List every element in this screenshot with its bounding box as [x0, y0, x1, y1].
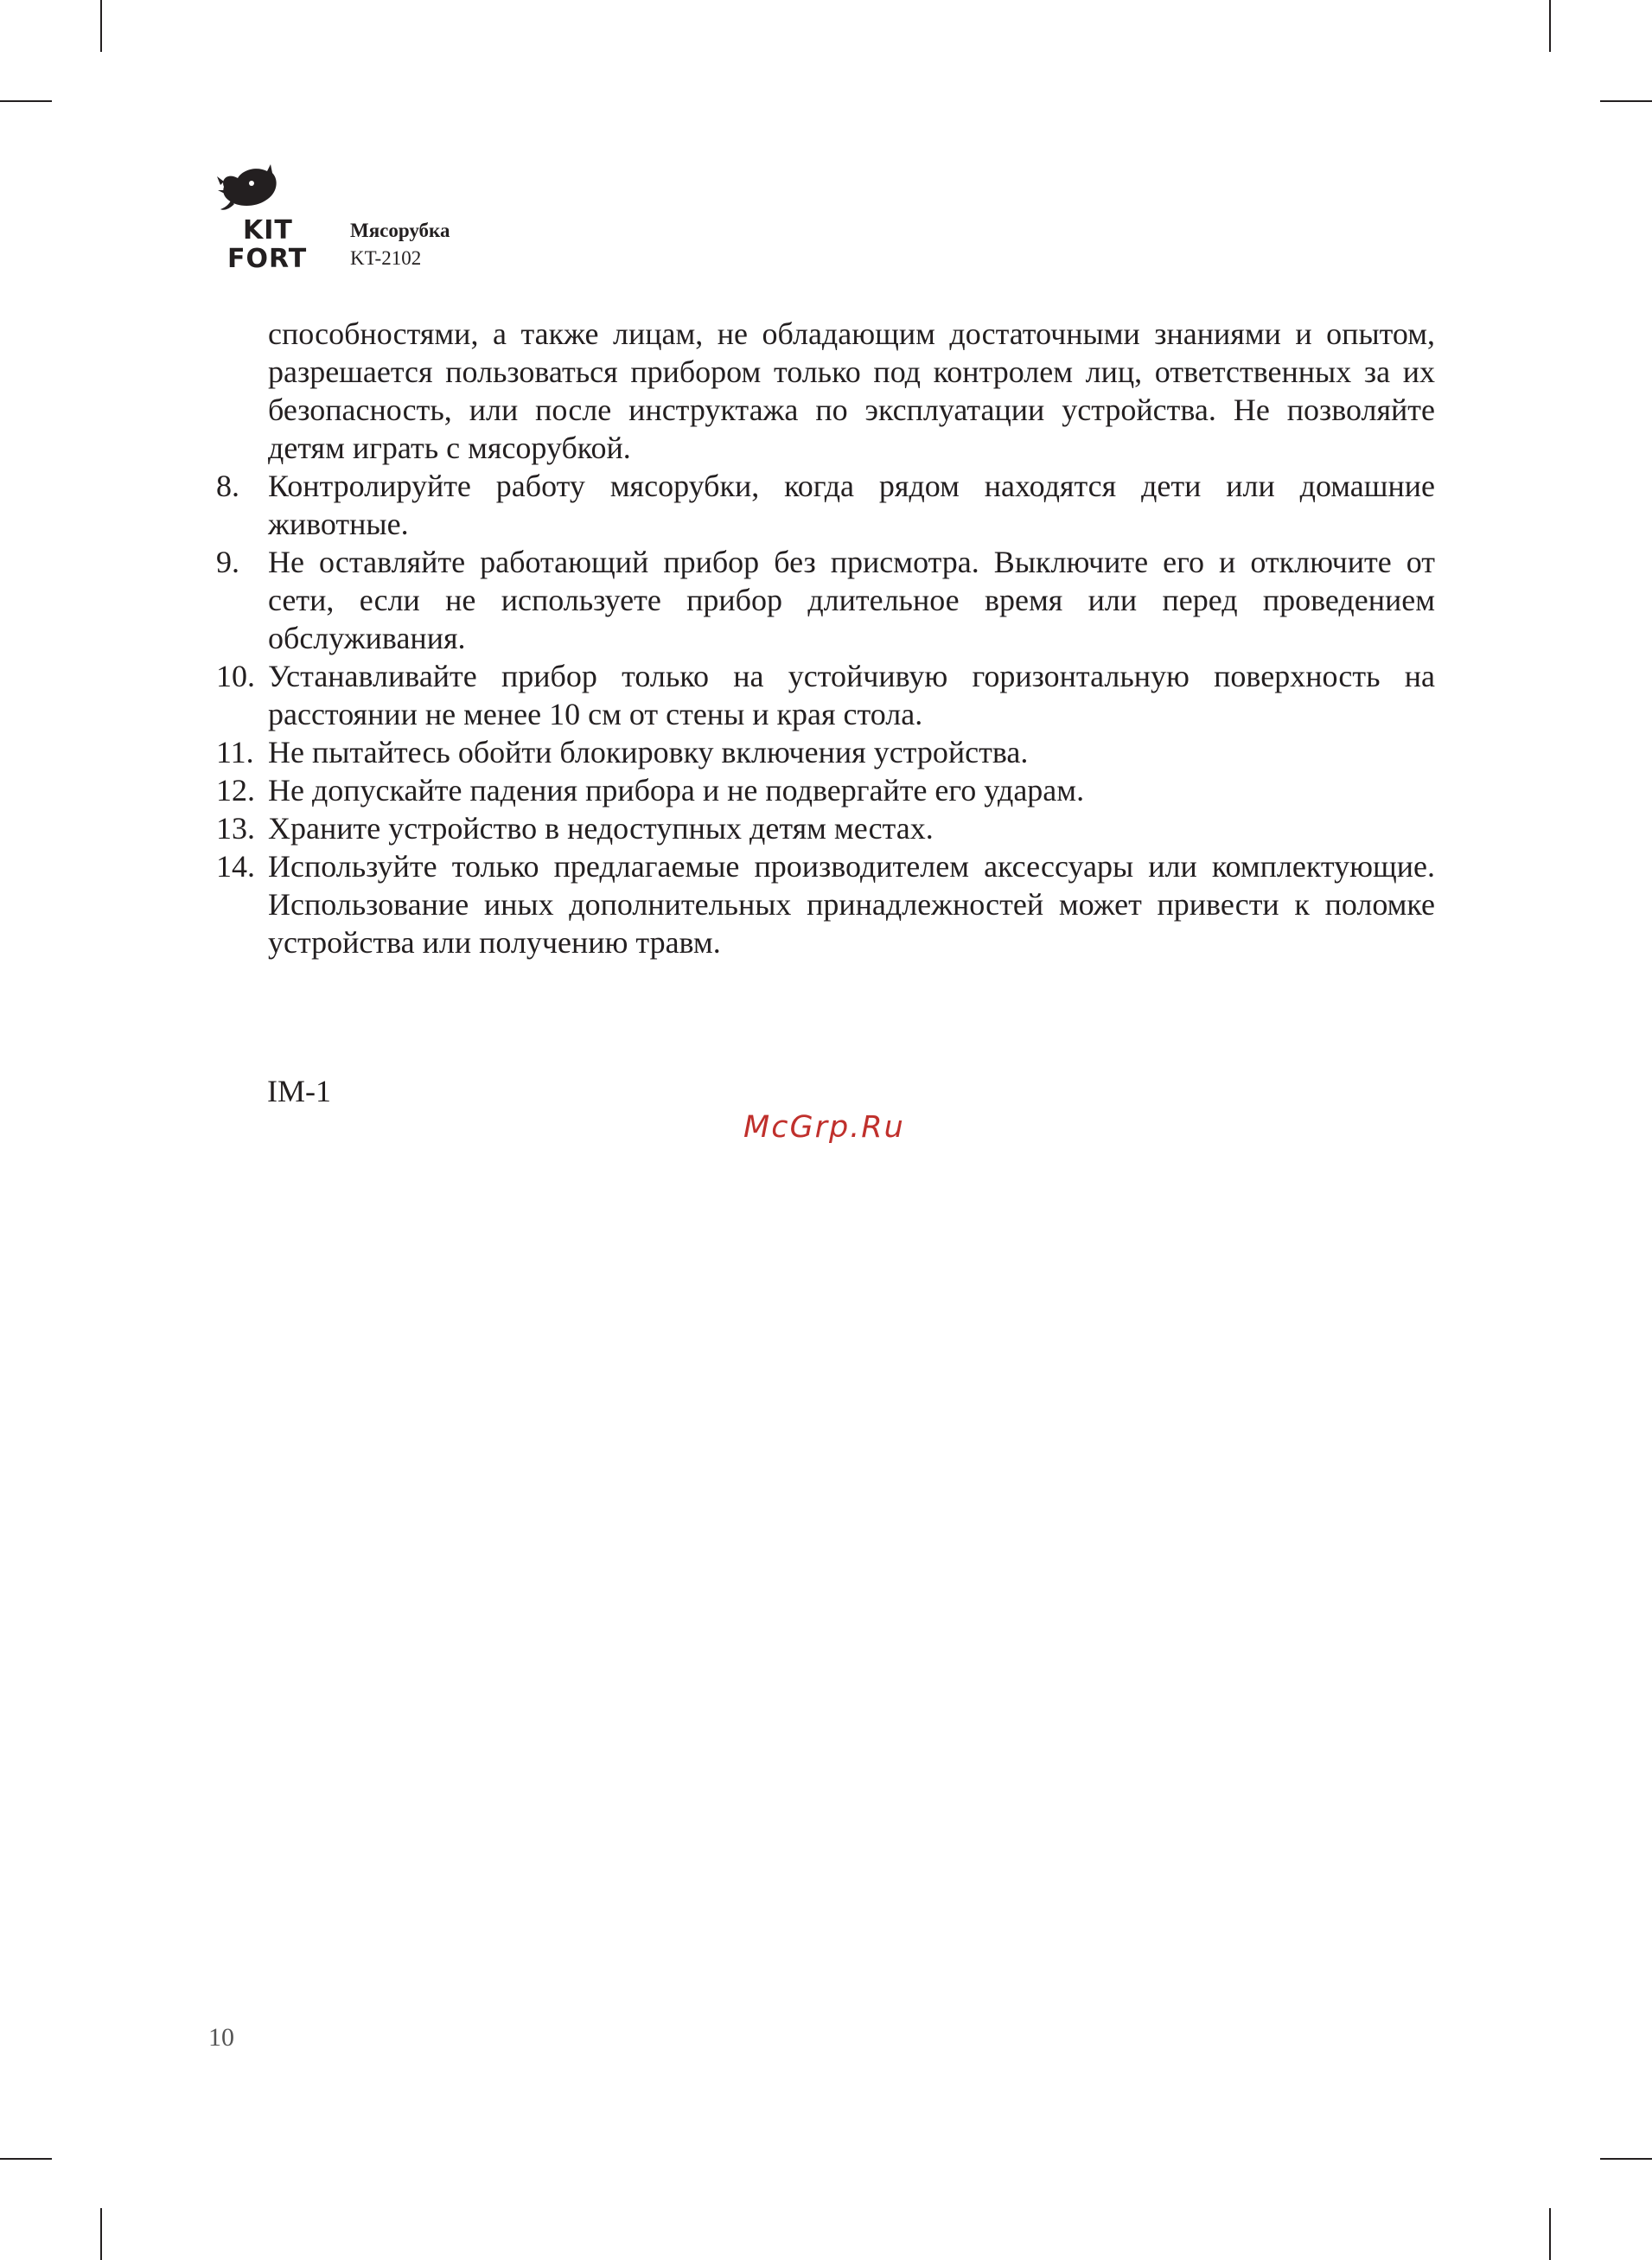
- brand-line-1: KIT: [243, 215, 293, 246]
- crop-mark: [0, 100, 52, 102]
- rules-list: [216, 467, 1435, 961]
- page-number: 10: [208, 2023, 234, 2052]
- product-title: Мясорубка: [350, 220, 450, 241]
- list-item: [216, 543, 1435, 657]
- list-item: [216, 809, 1435, 847]
- item-text: Контролируйте работу мясорубки, когда рядом находятся дети или домашние животные.: [268, 469, 1435, 541]
- crop-mark: [1549, 2208, 1551, 2260]
- item-number: 13.: [216, 811, 255, 846]
- item-text: Устанавливайте прибор только на устойчивую горизонтальную поверхность на расстоянии не менее 10 см от стены и края стола.: [268, 659, 1435, 731]
- item-number: 10.: [216, 659, 255, 693]
- list-item: [216, 467, 1435, 543]
- list-item: [216, 657, 1435, 733]
- intro-paragraph: способностями, а также лицам, не обладающим достаточными знаниями и опытом, разрешается пользоваться прибором только под контролем лиц, ответственных за их безопасность, или после инструктажа по эксплуатации устройства. Не позволяйте детям играть с мясорубкой.: [268, 316, 1435, 465]
- item-text: Не оставляйте работающий прибор без присмотра. Выключите его и отключите от сети, если не используете прибор длительное время или перед проведением обслуживания.: [268, 545, 1435, 655]
- item-number: 12.: [216, 773, 255, 808]
- safety-instructions: [216, 315, 1435, 961]
- crop-mark: [1600, 2158, 1652, 2160]
- list-item: [216, 847, 1435, 961]
- page-header: [212, 164, 558, 277]
- list-item: [216, 771, 1435, 809]
- item-number: 11.: [216, 735, 254, 769]
- kitfort-logo: [212, 164, 329, 277]
- item-number: 9.: [216, 545, 239, 579]
- product-model: KT-2102: [350, 247, 422, 269]
- instruction-code: IM-1: [267, 1074, 331, 1108]
- brand-wordmark: [227, 215, 308, 274]
- brand-line-2: FORT: [227, 244, 308, 274]
- item-number: 14.: [216, 849, 255, 884]
- item-text: Храните устройство в недоступных детям местах.: [268, 811, 934, 846]
- crop-mark: [1600, 100, 1652, 102]
- item-number: 8.: [216, 469, 239, 503]
- item-text: Не пытайтесь обойти блокировку включения устройства.: [268, 735, 1029, 769]
- cat-icon: [217, 164, 279, 214]
- crop-mark: [1549, 0, 1551, 52]
- crop-mark: [100, 2208, 102, 2260]
- item-text: Используйте только предлагаемые производителем аксессуары или комплектующие. Использование иных дополнительных принадлежностей может привести к поломке устройства или получению травм.: [268, 849, 1435, 960]
- list-item: [216, 733, 1435, 771]
- crop-mark: [100, 0, 102, 52]
- watermark: McGrp.Ru: [743, 1110, 905, 1145]
- crop-mark: [0, 2158, 52, 2160]
- item-text: Не допускайте падения прибора и не подвергайте его ударам.: [268, 773, 1085, 808]
